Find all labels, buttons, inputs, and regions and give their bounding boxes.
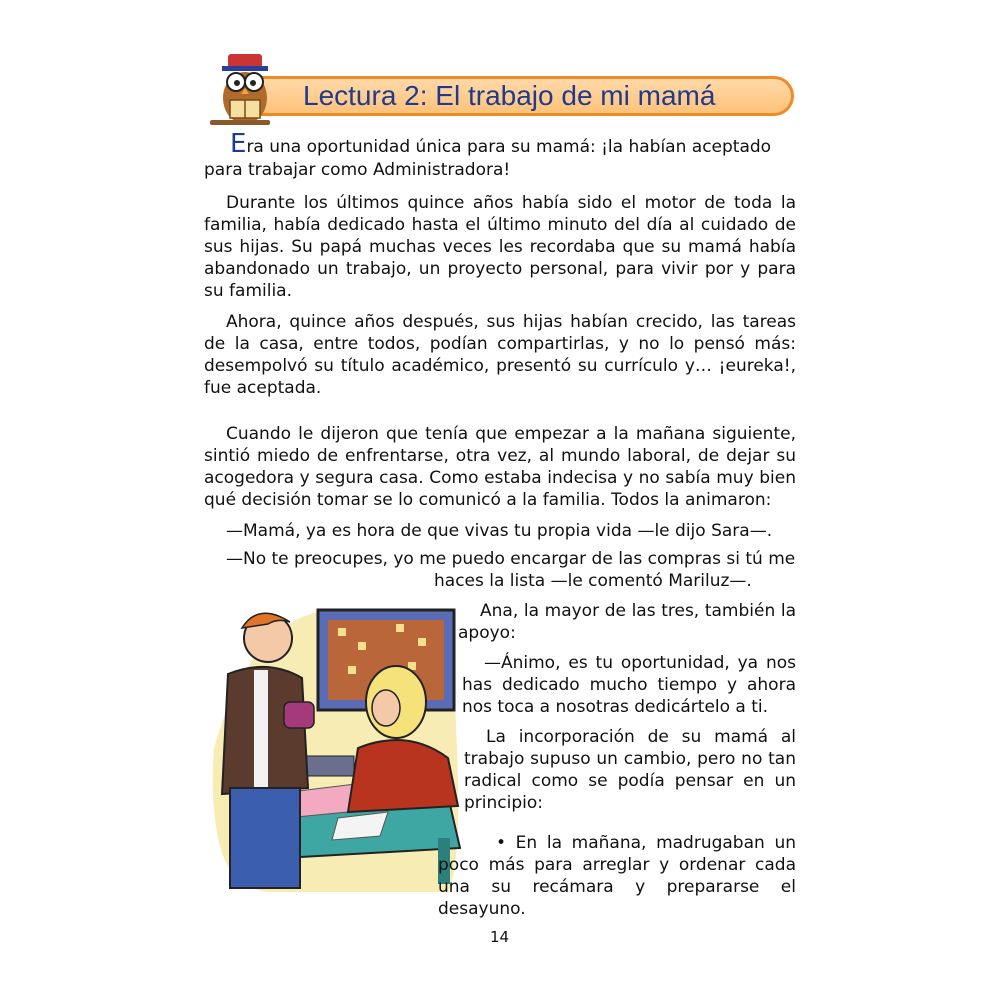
page-title: Lectura 2: El trabajo de mi mamá: [303, 80, 716, 111]
paragraph-1: [230, 129, 796, 159]
paragraph-animo: —Ánimo, es tu oportunidad, ya nos has dedicado mucho tiempo y ahora nos toca a nosotras dedicártelo a ti.: [462, 653, 796, 717]
paragraph-3: Ahora, quince años después, sus hijas habían crecido, las tareas de la casa, entre todos, podían compartirlas, y no lo pensó más: desempolvó su título académico, presentó su currículo y… ¡eureka!, fue aceptada.: [204, 312, 796, 398]
paragraph-ana: Ana, la mayor de las tres, también la apoyo:: [458, 601, 796, 643]
paragraph-4: Cuando le dijeron que tenía que empezar a la mañana siguiente, sintió miedo de enfrentarse, otra vez, al mundo laboral, de dejar su acogedora y segura casa. Como estaba indecisa y no sabía muy bien qué decisión tomar se lo comunicó a la familia. Todos la animaron:: [204, 424, 796, 510]
page-number: 14: [490, 928, 510, 946]
office-illustration: [208, 598, 462, 898]
dialogue-mariluz-line-2: haces la lista —le comentó Mariluz—.: [434, 571, 752, 591]
drop-cap: E: [230, 129, 247, 159]
paragraph-1-line-2: para trabajar como Administradora!: [204, 160, 511, 180]
bullet-manana: • En la mañana, madrugaban un poco más para arreglar y ordenar cada una su recámara y prepararse el desayuno.: [438, 833, 796, 919]
owl-reading-icon: [210, 52, 280, 128]
paragraph-1-line-1: ra una oportunidad única para su mamá: ¡la habían aceptado: [246, 137, 772, 157]
paragraph-2: Durante los últimos quince años había sido el motor de toda la familia, había dedicado hasta el último minuto del día al cuidado de sus hijas. Su papá muchas veces les recordaba que su mamá había abandonado un trabajo, un proyecto personal, para vivir por y para su familia.: [204, 193, 796, 301]
dialogue-sara: —Mamá, ya es hora de que vivas tu propia vida —le dijo Sara—.: [226, 521, 773, 541]
dialogue-mariluz-line-1: —No te preocupes, yo me puedo encargar de las compras si tú me: [226, 549, 796, 569]
paragraph-incorporacion: La incorporación de su mamá al trabajo supuso un cambio, pero no tan radical como se podía pensar en un principio:: [464, 727, 796, 813]
